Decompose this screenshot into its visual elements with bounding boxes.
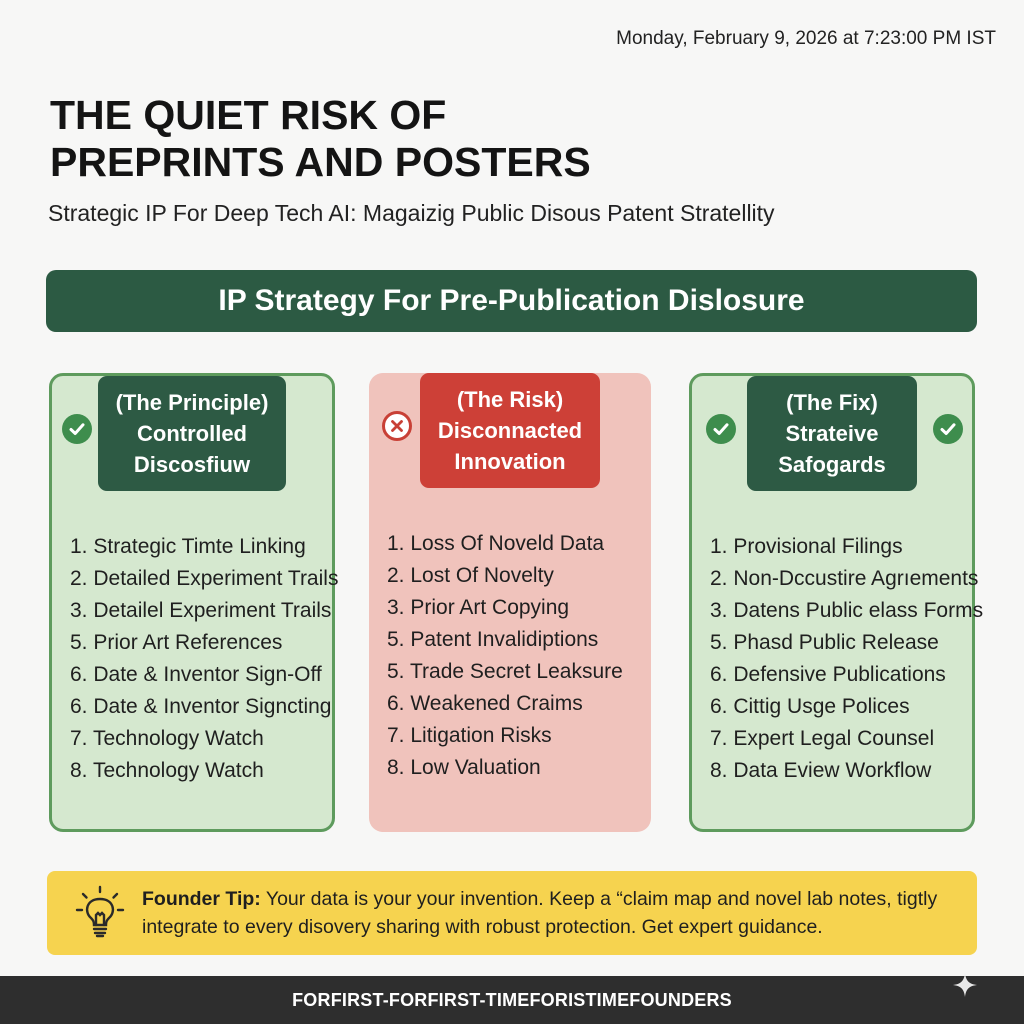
heading-line: Safogards — [778, 452, 886, 477]
check-circle-icon — [933, 414, 963, 444]
heading-line: Controlled — [137, 421, 247, 446]
fix-list — [710, 531, 983, 787]
list-item: 1. Loss Of Noveld Data — [387, 532, 605, 555]
list-item: 1. Provisional Filings — [710, 535, 903, 558]
page-title — [50, 92, 750, 186]
heading-line: Disconnacted — [437, 418, 583, 443]
list-item: 1. Strategic Timte Linking — [70, 535, 306, 558]
page-subtitle: Strategic IP For Deep Tech AI: Magaizig Public Disous Patent Stratellity — [48, 200, 775, 226]
list-item: 6. Defensive Publications — [710, 663, 946, 686]
fix-card — [689, 373, 984, 832]
heading-line: Strateive — [785, 421, 879, 446]
list-item: 6. Cittig Usge Polices — [710, 695, 910, 718]
list-item: 3. Datens Public elass Forms — [710, 599, 984, 622]
title-line: PREPRINTS AND POSTERS — [50, 139, 591, 185]
tip-text — [142, 885, 972, 941]
list-item: 5. Phasd Public Release — [710, 631, 939, 654]
list-item: 2. Non-Dccustire Agrıements — [710, 567, 979, 590]
tip-body: Your data is your your invention. Keep a “claim map and novel lab notes, tigtly integrate to every disovery sharing with robust protection. Get expert guidance. — [142, 888, 938, 938]
list-item: 5. Trade Secret Leaksure — [387, 660, 623, 683]
list-item: 8. Low Valuation — [387, 756, 541, 779]
x-circle-icon — [382, 411, 412, 441]
principle-card — [49, 373, 339, 832]
timestamp: Monday, February 9, 2026 at 7:23:00 PM IST — [616, 28, 996, 49]
list-item: 2. Detailed Experiment Trails — [70, 567, 339, 590]
footer-text: FORFIRST-FORFIRST-TIMEFORISTIMEFOUNDERS — [292, 989, 732, 1010]
section-banner — [46, 270, 977, 332]
tip-label: Founder Tip: — [142, 888, 261, 910]
list-item: 5. Patent Invalidiptions — [387, 628, 599, 651]
check-circle-icon — [62, 414, 92, 444]
founder-tip — [47, 871, 977, 955]
list-item: 3. Prior Art Copying — [387, 596, 570, 619]
check-circle-icon — [706, 414, 736, 444]
lightbulb-icon — [75, 885, 125, 946]
list-item: 7. Technology Watch — [70, 727, 264, 750]
list-item: 8. Data Eview Workflow — [710, 759, 932, 782]
list-item: 2. Lost Of Novelty — [387, 564, 554, 587]
title-line: THE QUIET RISK OF — [50, 92, 447, 138]
risk-card — [369, 373, 651, 832]
list-item: 6. Date & Inventor Signcting — [70, 695, 332, 718]
risk-list — [387, 528, 623, 784]
list-item: 6. Date & Inventor Sign-Off — [70, 663, 322, 686]
banner-label: IP Strategy For Pre-Publication Dislosure — [218, 284, 805, 317]
list-item: 7. Litigation Risks — [387, 724, 552, 747]
list-item: 3. Detailel Experiment Trails — [70, 599, 332, 622]
heading-line: Discosfiuw — [133, 452, 251, 477]
heading-line: Innovation — [454, 449, 566, 474]
heading-line: (The Risk) — [456, 387, 564, 412]
list-item: 6. Weakened Craims — [387, 692, 583, 715]
fix-card-heading — [747, 376, 917, 491]
principle-list — [70, 531, 338, 787]
principle-card-heading — [98, 376, 286, 491]
heading-line: (The Fix) — [786, 390, 878, 415]
list-item: 7. Expert Legal Counsel — [710, 727, 935, 750]
footer-bar — [0, 976, 1024, 1024]
list-item: 8. Technology Watch — [70, 759, 264, 782]
risk-card-heading — [420, 373, 600, 488]
heading-line: (The Principle) — [115, 390, 269, 415]
list-item: 5. Prior Art References — [70, 631, 283, 654]
sparkle-icon — [952, 972, 978, 1003]
